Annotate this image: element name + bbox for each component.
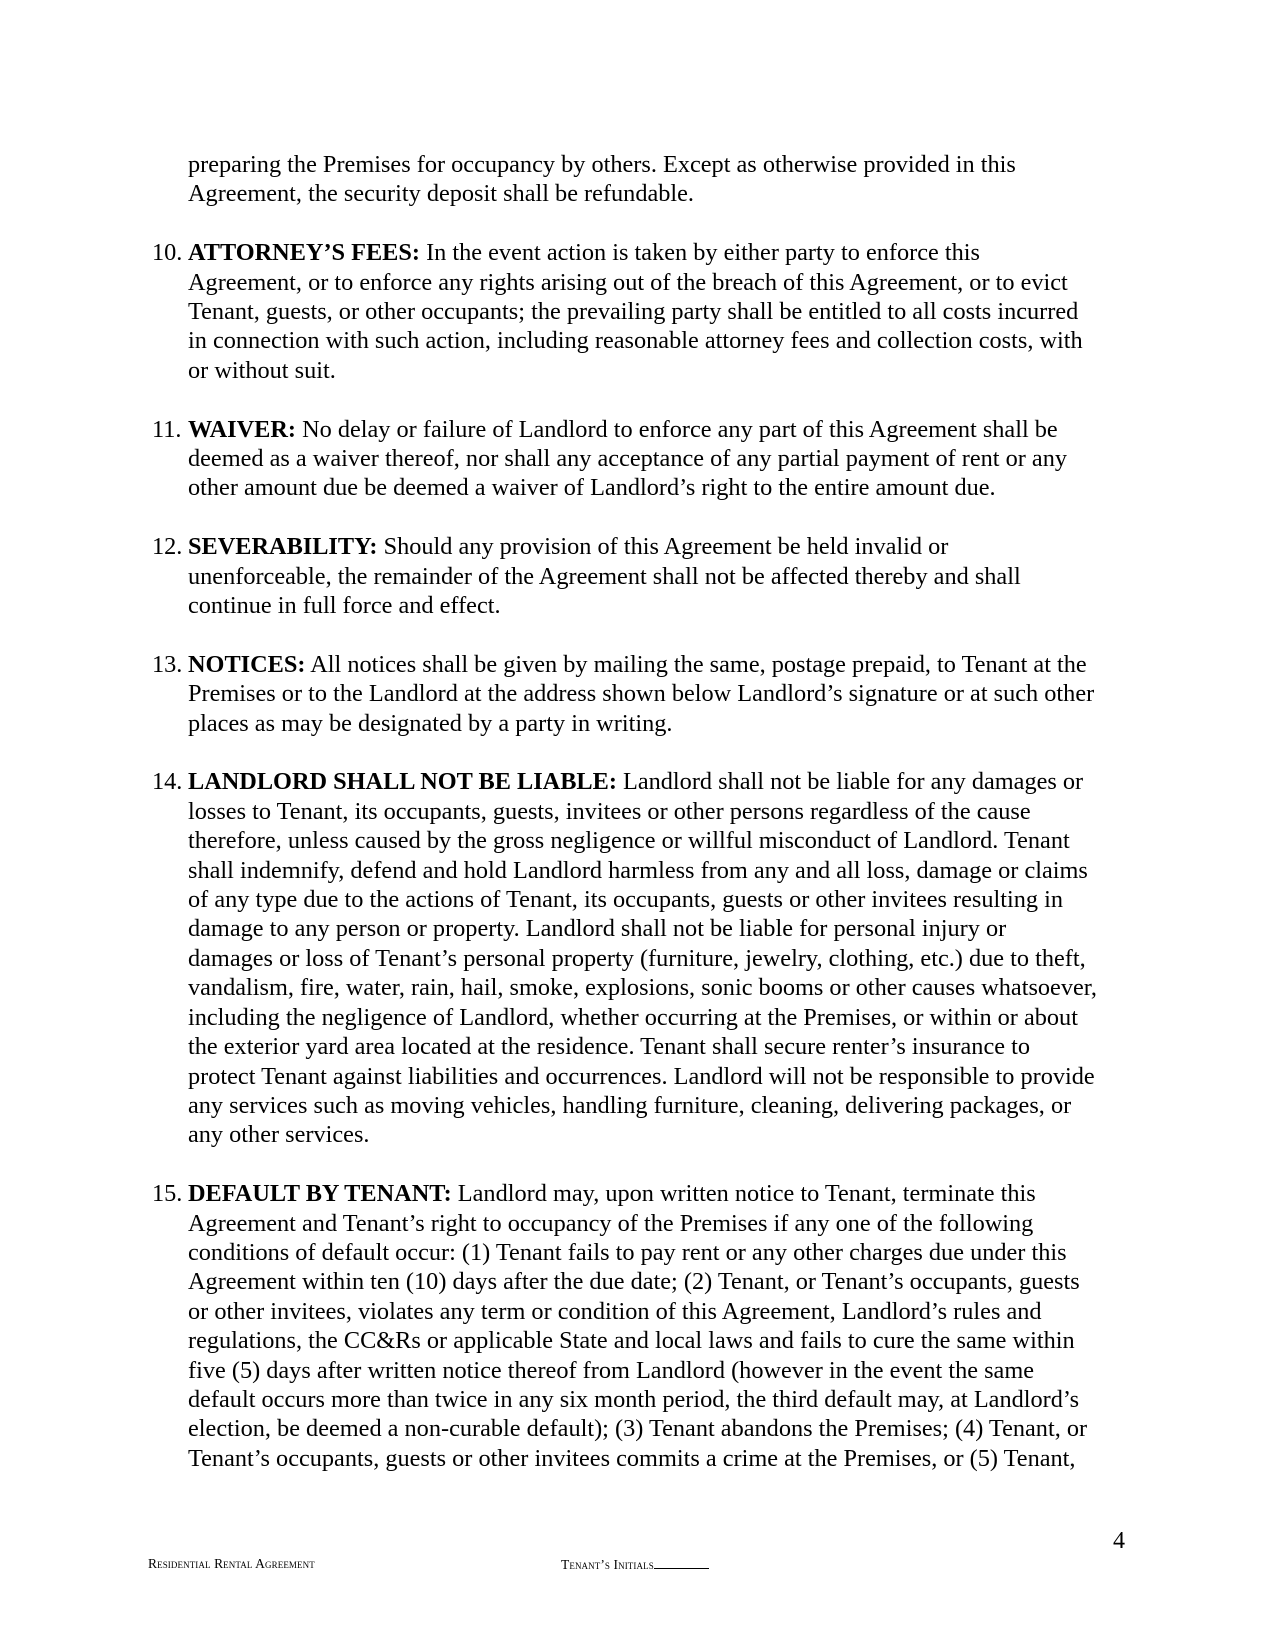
text-line: losses to Tenant, its occupants, guests, invitees or other persons regardless of the cause	[188, 797, 1031, 825]
text-line: Agreement within ten (10) days after the due date; (2) Tenant, or Tenant’s occupants, guests	[188, 1268, 1080, 1296]
section-number: 14.	[152, 768, 183, 796]
continued-paragraph	[152, 150, 1132, 209]
footer-document-title: Residential Rental Agreement	[148, 1556, 315, 1571]
text-line: damage to any person or property. Landlord shall not be liable for personal injury or	[188, 915, 1007, 943]
text-line: Premises or to the Landlord at the address shown below Landlord’s signature or at such other	[188, 680, 1095, 708]
section-13	[152, 650, 1132, 738]
text-line: Tenant’s occupants, guests or other invitees commits a crime at the Premises, or (5) Tenant,	[188, 1444, 1076, 1472]
section-first-text: Landlord shall not be liable for any damages or	[616, 768, 1084, 796]
page-number: 4	[1113, 1528, 1125, 1554]
text-line: preparing the Premises for occupancy by others. Except as otherwise provided in this	[188, 151, 1016, 178]
document-body	[152, 150, 1132, 1503]
text-line: therefore, unless caused by the gross negligence or willful misconduct of Landlord. Tenant	[188, 827, 1070, 855]
section-11	[152, 415, 1132, 503]
section-first-line	[188, 415, 1132, 444]
section-heading: NOTICES:	[188, 650, 306, 678]
section-first-text: Should any provision of this Agreement be held invalid or	[377, 533, 949, 561]
section-10	[152, 238, 1132, 385]
text-line: regulations, the CC&Rs or applicable State and local laws and fails to cure the same within	[188, 1327, 1075, 1355]
section-first-text: No delay or failure of Landlord to enforce any part of this Agreement shall be	[296, 415, 1058, 443]
section-number: 12.	[152, 533, 183, 561]
text-line: protect Tenant against liabilities and occurrences. Landlord will not be responsible to provide	[188, 1062, 1095, 1090]
section-heading: ATTORNEY’S FEES:	[188, 239, 420, 267]
text-line: deemed as a waiver thereof, nor shall any acceptance of any partial payment of rent or any	[188, 445, 1068, 473]
text-line: of any type due to the actions of Tenant, its occupants, guests or other invitees resulting in	[188, 886, 1064, 914]
text-line: damages or loss of Tenant’s personal property (furniture, jewelry, clothing, etc.) due to theft,	[188, 944, 1086, 972]
section-heading: DEFAULT BY TENANT:	[188, 1180, 452, 1208]
text-line: in connection with such action, including reasonable attorney fees and collection costs, with	[188, 327, 1083, 355]
section-number: 15.	[152, 1180, 183, 1208]
section-first-line	[188, 650, 1132, 679]
section-number: 13.	[152, 650, 183, 678]
text-line: the exterior yard area located at the residence. Tenant shall secure renter’s insurance to	[188, 1033, 1030, 1061]
text-line: election, be deemed a non-curable default); (3) Tenant abandons the Premises; (4) Tenant, or	[188, 1415, 1088, 1443]
tenant-initials-label: Tenant’s Initials	[561, 1557, 654, 1572]
text-line: conditions of default occur: (1) Tenant fails to pay rent or any other charges due under this	[188, 1238, 1067, 1266]
section-first-text: Landlord may, upon written notice to Tenant, terminate this	[451, 1180, 1036, 1208]
footer-tenant-initials	[561, 1556, 709, 1573]
section-first-line	[188, 1179, 1132, 1208]
section-14	[152, 767, 1132, 1149]
text-line: vandalism, fire, water, rain, hail, smoke, explosions, sonic booms or other causes whatsoever,	[188, 974, 1097, 1002]
section-15	[152, 1179, 1132, 1473]
text-line: default occurs more than twice in any six month period, the third default may, at Landlord’s	[188, 1385, 1080, 1413]
section-first-line	[188, 238, 1132, 267]
tenant-initials-blank[interactable]	[654, 1556, 709, 1569]
section-number: 11.	[152, 415, 182, 443]
text-line: any services such as moving vehicles, handling furniture, cleaning, delivering packages, or	[188, 1091, 1072, 1119]
text-line: any other services.	[188, 1121, 370, 1149]
section-number: 10.	[152, 239, 183, 267]
section-heading: WAIVER:	[188, 415, 296, 443]
text-line: continue in full force and effect.	[188, 592, 501, 620]
section-first-text: All notices shall be given by mailing the same, postage prepaid, to Tenant at the	[305, 650, 1087, 678]
text-line: Agreement, or to enforce any rights arising out of the breach of this Agreement, or to evict	[188, 268, 1068, 296]
section-first-line	[188, 767, 1132, 796]
section-first-line	[188, 532, 1132, 561]
text-line: Agreement and Tenant’s right to occupancy of the Premises if any one of the following	[188, 1209, 1034, 1237]
text-line: shall indemnify, defend and hold Landlord harmless from any and all loss, damage or claims	[188, 856, 1088, 884]
text-line: unenforceable, the remainder of the Agreement shall not be affected thereby and shall	[188, 562, 1021, 590]
text-line: five (5) days after written notice thereof from Landlord (however in the event the same	[188, 1356, 1035, 1384]
text-line: Tenant, guests, or other occupants; the prevailing party shall be entitled to all costs incurred	[188, 298, 1079, 326]
text-line: other amount due be deemed a waiver of Landlord’s right to the entire amount due.	[188, 474, 996, 502]
text-line: places as may be designated by a party in writing.	[188, 709, 673, 737]
section-first-text: In the event action is taken by either party to enforce this	[420, 239, 980, 267]
text-line: Agreement, the security deposit shall be refundable.	[188, 180, 695, 208]
section-heading: LANDLORD SHALL NOT BE LIABLE:	[188, 768, 617, 796]
section-heading: SEVERABILITY:	[188, 533, 378, 561]
section-12	[152, 532, 1132, 620]
text-line: or other invitees, violates any term or condition of this Agreement, Landlord’s rules and	[188, 1297, 1042, 1325]
text-line: including the negligence of Landlord, whether occurring at the Premises, or within or about	[188, 1003, 1078, 1031]
text-line: or without suit.	[188, 356, 336, 384]
